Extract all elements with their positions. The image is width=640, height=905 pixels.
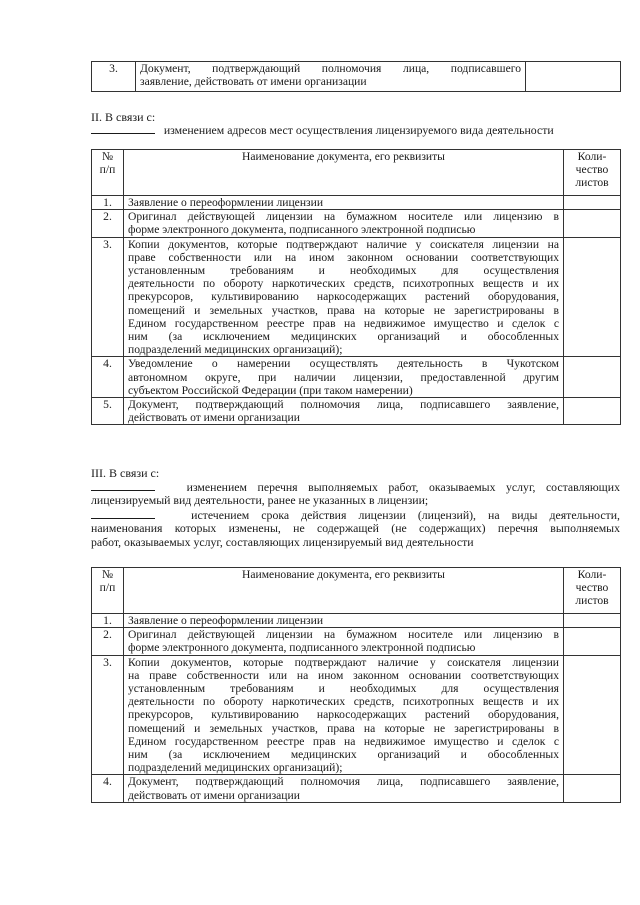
table-row xyxy=(92,628,621,655)
document-name-line: субъектом Российской Федерации (при таком намерении) xyxy=(128,383,413,397)
document-name-line: Документ, подтверждающий полномочия лица, подписавшего заявление, xyxy=(128,775,559,789)
document-name-line: Заявление о переоформлении лицензии xyxy=(128,614,324,627)
table-row xyxy=(92,775,621,802)
document-name-cell xyxy=(124,210,564,237)
document-name-cell xyxy=(124,398,564,425)
document-name-line: прекурсоров, культивированию наркосодержащих растений оборудования, xyxy=(128,708,559,722)
row-number: 5. xyxy=(92,398,124,425)
quantity-cell xyxy=(564,398,621,425)
document-name-line: форме электронного документа, подписанного электронной подписью xyxy=(128,223,476,237)
row-number: 4. xyxy=(92,775,124,802)
row-number: 1. xyxy=(92,614,124,628)
document-name-line: деятельности по обороту наркотических средств, психотропных веществ и их xyxy=(128,277,559,291)
section-title: III. В связи с: xyxy=(91,466,160,480)
row-number: 2. xyxy=(92,210,124,237)
document-name-line: форме электронного документа, подписанного электронной подписью xyxy=(128,641,476,655)
document-name-line: на праве собственности или на ином законном основании соответствующих xyxy=(128,668,559,682)
row-number: 3. xyxy=(92,237,124,357)
table-row xyxy=(92,210,621,237)
header-number: № п/п xyxy=(92,568,124,614)
document-name-line: праве собственности или на ином законном основании соответствующих xyxy=(128,250,559,264)
fill-in-blank xyxy=(91,508,155,519)
table-row xyxy=(92,237,621,357)
reason-text: лицензируемый вид деятельности, ранее не указанных в лицензии; xyxy=(91,493,429,508)
document-name-line: подразделений медицинских организаций); xyxy=(128,761,343,775)
document-name-cell xyxy=(124,655,564,775)
document-name-line: прекурсоров, культивированию наркосодержащих растений оборудования, xyxy=(128,290,559,304)
document-name-line: Заявление о переоформлении лицензии xyxy=(128,196,324,209)
quantity-cell xyxy=(564,210,621,237)
document-name-line: автономном округе, при наличии лицензии, предоставленной другим xyxy=(128,370,559,384)
document-name-cell xyxy=(136,62,526,92)
quantity-cell xyxy=(564,614,621,628)
header-number: № п/п xyxy=(92,150,124,196)
document-name-line: Едином государственном реестре прав на недвижимое имущество и сделок с xyxy=(128,316,559,330)
table-row xyxy=(92,655,621,775)
document-name-line: Документ, подтверждающий полномочия лица, подписавшего заявление, xyxy=(128,398,559,412)
top-table xyxy=(91,61,621,92)
reason-text: изменением перечня выполняемых работ, оказываемых услуг, составляющих xyxy=(186,480,620,494)
reason-text: наименования которых изменены, не содержащей (не содержащих) перечня выполняемых xyxy=(91,521,620,536)
row-number: 1. xyxy=(92,196,124,210)
document-name-cell xyxy=(124,614,564,628)
reason-text: истечением срока действия лицензии (лицензий), на виды деятельности, xyxy=(191,507,620,522)
document-name-cell xyxy=(124,775,564,802)
document-name-line: установленным требованиям и необходимых для осуществления xyxy=(128,264,559,278)
quantity-cell xyxy=(564,655,621,775)
documents-table-2 xyxy=(91,149,621,425)
document-name-line: Документ, подтверждающий полномочия лица, подписавшего xyxy=(140,62,521,75)
quantity-cell xyxy=(564,357,621,398)
reason-text: работ, оказываемых услуг, составляющих лицензируемый вид деятельности xyxy=(91,534,474,549)
document-name-line: действовать от имени организации xyxy=(128,411,300,425)
header-document-name: Наименование документа, его реквизиты xyxy=(124,150,564,196)
document-name-line: помещений и земельных участков, права на которые не зарегистрированы в xyxy=(128,303,559,317)
document-name-line: заявление, действовать от имени организации xyxy=(140,75,367,89)
quantity-cell xyxy=(564,237,621,357)
table-header-row xyxy=(92,568,621,614)
document-name-line: Копии документов, которые подтверждают наличие у соискателя лицензии на xyxy=(128,237,559,251)
table-row xyxy=(92,357,621,398)
reason-paragraph xyxy=(91,480,620,549)
row-number: 3. xyxy=(92,655,124,775)
header-quantity: Коли- чество листов xyxy=(564,150,621,196)
quantity-cell xyxy=(564,196,621,210)
header-quantity: Коли- чество листов xyxy=(564,568,621,614)
table-row xyxy=(92,614,621,628)
table-row xyxy=(92,62,621,92)
fill-in-blank xyxy=(91,123,155,134)
document-name-line: Едином государственном реестре прав на недвижимое имущество и сделок с xyxy=(128,734,559,748)
document-name-line: подразделений медицинских организаций); xyxy=(128,343,343,357)
document-name-cell xyxy=(124,196,564,210)
quantity-cell xyxy=(564,628,621,655)
document-name-cell xyxy=(124,237,564,357)
row-number: 4. xyxy=(92,357,124,398)
document-name-line: установленным требованиям и необходимых для осуществления xyxy=(128,682,559,696)
row-number: 2. xyxy=(92,628,124,655)
document-name-line: ним (за исключением медицинских организаций и обособленных xyxy=(128,748,559,762)
table-header-row xyxy=(92,150,621,196)
document-name-line: ним (за исключением медицинских организаций и обособленных xyxy=(128,330,559,344)
header-document-name: Наименование документа, его реквизиты xyxy=(124,568,564,614)
document-name-line: помещений и земельных участков, права на которые не зарегистрированы в xyxy=(128,721,559,735)
table-row xyxy=(92,196,621,210)
document-name-line: Оригинал действующей лицензии на бумажном носителе или лицензию в xyxy=(128,628,559,642)
reason-text: изменением адресов мест осуществления лицензируемого вида деятельности xyxy=(163,123,554,137)
document-name-line: Уведомление о намерении осуществлять деятельность в Чукотском xyxy=(128,357,559,371)
document-name-line: деятельности по обороту наркотических средств, психотропных веществ и их xyxy=(128,695,559,709)
row-number: 3. xyxy=(92,62,136,92)
table-row xyxy=(92,398,621,425)
section-title: II. В связи с: xyxy=(91,110,156,124)
quantity-cell xyxy=(564,775,621,802)
fill-in-blank xyxy=(91,480,155,491)
document-name-line: Копии документов, которые подтверждают наличие у соискателя лицензии xyxy=(128,655,559,669)
reason-line xyxy=(91,123,620,137)
documents-table-3 xyxy=(91,567,621,803)
document-name-cell xyxy=(124,357,564,398)
document-name-line: Оригинал действующей лицензии на бумажном носителе или лицензию в xyxy=(128,210,559,224)
document-name-cell xyxy=(124,628,564,655)
document-name-line: действовать от имени организации xyxy=(128,788,300,802)
quantity-cell xyxy=(526,62,621,92)
